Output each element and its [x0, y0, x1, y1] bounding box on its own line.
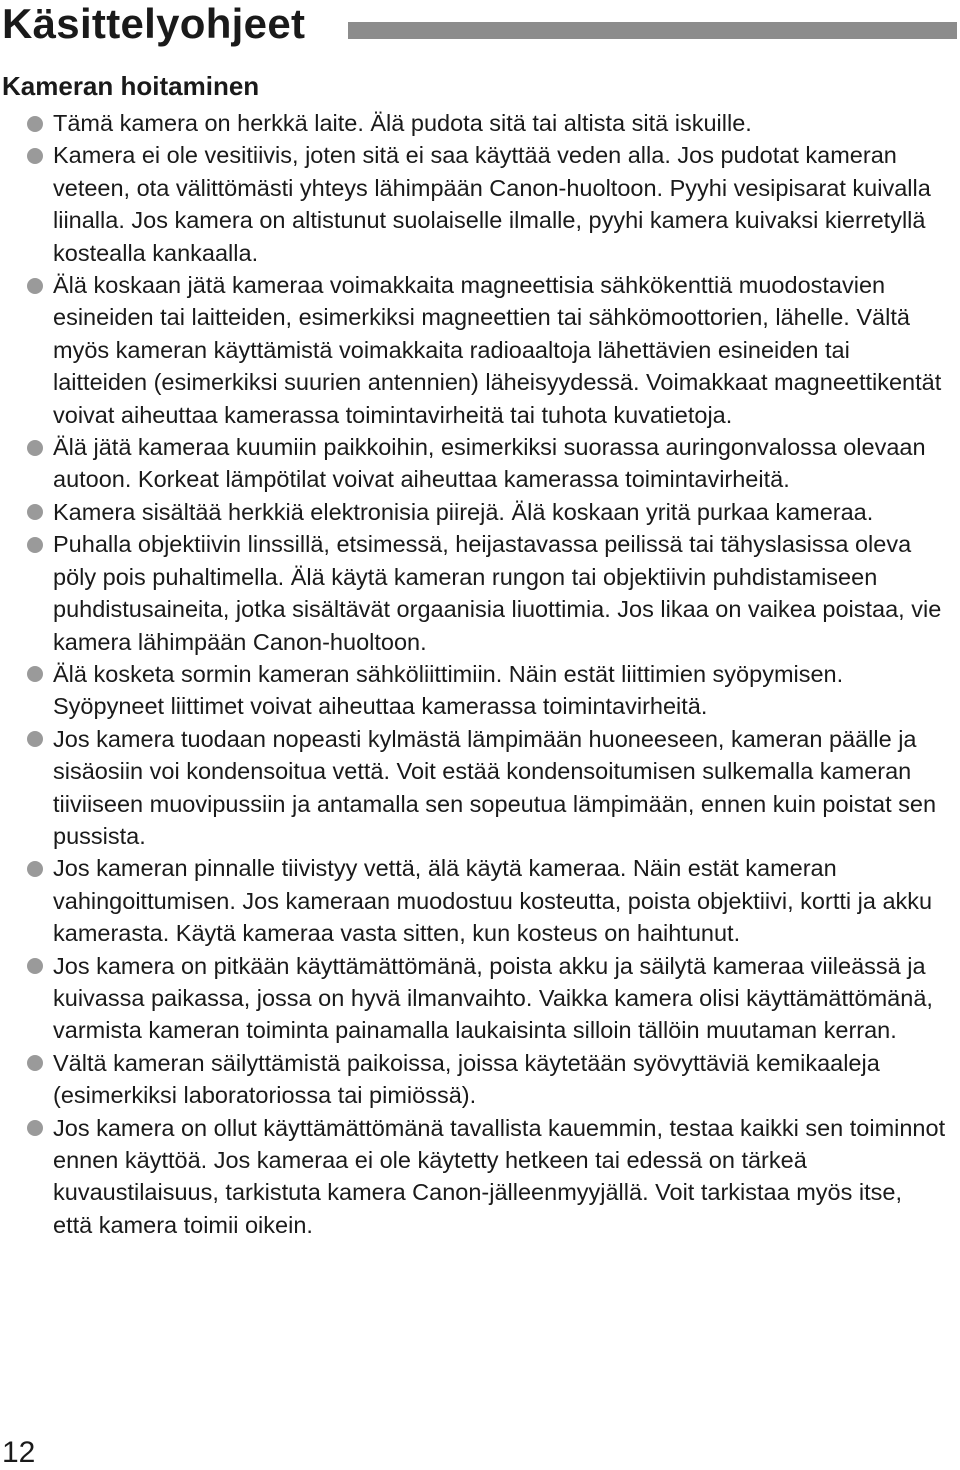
list-item-text: Kamera sisältää herkkiä elektronisia piirejä. Älä koskaan yritä purkaa kameraa. [53, 498, 874, 525]
bullet-dot-icon [27, 278, 43, 294]
bullet-dot-icon [27, 504, 43, 520]
bullet-dot-icon [27, 731, 43, 747]
list-item [0, 1112, 960, 1242]
page-title: Käsittelyohjeet [2, 0, 306, 47]
list-item-text: Vältä kameran säilyttämistä paikoissa, joissa käytetään syövyttäviä kemikaaleja (esimerkiksi laboratoriossa tai pimiössä). [53, 1049, 880, 1109]
list-item-text: Älä kosketa sormin kameran sähköliittimiin. Näin estät liittimien syöpymisen. Syöpyneet liittimet voivat aiheuttaa kamerassa toimintavirheitä. [53, 660, 844, 720]
bullet-dot-icon [27, 1055, 43, 1071]
list-item [0, 723, 960, 853]
list-item [0, 269, 960, 431]
section-heading: Kameran hoitaminen [2, 71, 260, 101]
list-item-text: Älä koskaan jätä kameraa voimakkaita magneettisia sähkökenttiä muodostavien esineiden tai laitteiden, esimerkiksi magneettien tai sähkömoottorien, lähelle. Vältä myös kameran käyttämistä voimakkaita radioaaltoja lähettävien esineiden tai laitteiden (esimerkiksi suurien antennien) läheisyydessä. Voimakkaat magneettikentät voivat aiheuttaa kamerassa toimintavirheitä tai tuhota kuvatietoja. [53, 272, 942, 428]
list-item [0, 1047, 960, 1112]
page-number: 12 [2, 1436, 36, 1469]
bullet-dot-icon [27, 861, 43, 877]
bullet-dot-icon [27, 958, 43, 974]
list-item-text: Jos kamera on ollut käyttämättömänä tavallista kauemmin, testaa kaikki sen toiminnot ennen käyttöä. Jos kameraa ei ole käytetty hetkeen tai edessä on tärkeä kuvaustilaisuus, tarkistuta kamera Canon-jälleenmyyjällä. Voit tarkistaa myös itse, että kamera toimii oikein. [53, 1114, 946, 1238]
list-item [0, 431, 960, 496]
list-item-text: Jos kameran pinnalle tiivistyy vettä, älä käytä kameraa. Näin estät kameran vahingoittumisen. Jos kameraan muodostuu kosteutta, poista objektiivi, kortti ja akku kamerasta. Käytä kameraa vasta sitten, kun kosteus on haihtunut. [53, 855, 933, 947]
list-item-text: Jos kamera tuodaan nopeasti kylmästä lämpimään huoneeseen, kameran päälle ja sisäosiin voi kondensoitua vettä. Voit estää kondensoitumisen sulkemalla kameran tiiviiseen muovipussiin ja antamalla sen sopeutua lämpimään, ennen kuin poistat sen pussista. [53, 725, 937, 849]
list-item [0, 950, 960, 1047]
list-item [0, 139, 960, 269]
bullet-dot-icon [27, 148, 43, 164]
bullet-dot-icon [27, 440, 43, 456]
care-instructions-list [0, 107, 960, 1241]
list-item-text: Älä jätä kameraa kuumiin paikkoihin, esimerkiksi suorassa auringonvalossa olevaan autoon. Korkeat lämpötilat voivat aiheuttaa kamerassa toimintavirheitä. [53, 434, 926, 493]
list-item-text: Puhalla objektiivin linssillä, etsimessä, heijastavassa peilissä tai tähyslasissa oleva pöly pois puhaltimella. Älä käytä kameran rungon tai objektiivin puhdistamiseen puhdistusaineita, jotka sisältävät orgaanisia liuottimia. Jos likaa on vaikea poistaa, vie kamera lähimpään Canon-huoltoon. [53, 531, 942, 655]
list-item-text: Jos kamera on pitkään käyttämättömänä, poista akku ja säilytä kameraa viileässä ja kuivassa paikassa, jossa on hyvä ilmanvaihto. Vaikka kamera olisi käyttämättömänä, varmista kameran toiminta painamalla laukaisinta silloin tällöin muutaman kerran. [53, 952, 933, 1044]
title-decorative-bar [348, 22, 957, 39]
bullet-dot-icon [27, 1120, 43, 1136]
bullet-dot-icon [27, 116, 43, 132]
bullet-dot-icon [27, 537, 43, 553]
bullet-dot-icon [27, 666, 43, 682]
list-item [0, 107, 960, 139]
list-item [0, 496, 960, 528]
title-row [2, 0, 958, 48]
list-item [0, 658, 960, 723]
list-item-text: Kamera ei ole vesitiivis, joten sitä ei saa käyttää veden alla. Jos pudotat kameran veteen, ota välittömästi yhteys lähimpään Canon-huoltoon. Pyyhi vesipisarat kuivalla liinalla. Jos kamera on altistunut suolaiselle ilmalle, pyyhi kamera kuivaksi kierretyllä kostealla kankaalla. [53, 142, 931, 266]
list-item [0, 852, 960, 949]
list-item-text: Tämä kamera on herkkä laite. Älä pudota sitä tai altista sitä iskuille. [53, 110, 752, 136]
list-item [0, 528, 960, 658]
